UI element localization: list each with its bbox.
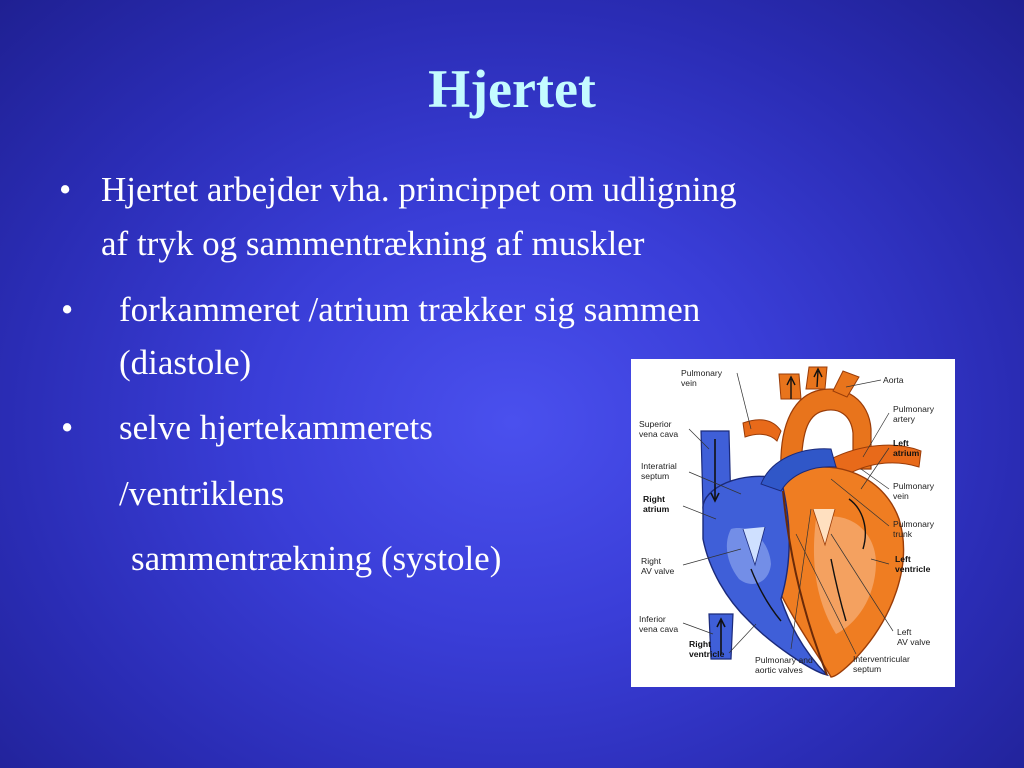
label-right-av-valve: Right: [641, 556, 662, 566]
label-pulmonary-artery-2: artery: [893, 414, 915, 424]
bullet-2-line-1: forkammeret /atrium trækker sig sammen: [119, 290, 701, 329]
label-pulmonary-vein-top-2: vein: [681, 378, 697, 388]
bullet-3-line-2: /ventriklens: [119, 474, 285, 513]
label-superior-vena-cava-2: vena cava: [639, 429, 679, 439]
label-left-atrium-2: atrium: [893, 448, 920, 458]
label-pulmonary-aortic-valves-2: aortic valves: [755, 665, 803, 675]
label-right-av-valve-2: AV valve: [641, 566, 675, 576]
bullet-2-line-2: (diastole): [119, 343, 252, 382]
heart-illustration: [631, 359, 955, 687]
bullet-1-line-2: af tryk og sammentrækning af muskler: [101, 224, 645, 263]
label-pulmonary-artery: Pulmonary: [893, 404, 935, 414]
label-pulmonary-trunk: Pulmonary: [893, 519, 935, 529]
label-pulmonary-vein-right-2: vein: [893, 491, 909, 501]
label-interatrial-septum: Interatrial: [641, 461, 677, 471]
bullet-1-line-1: Hjertet arbejder vha. princippet om udligning: [101, 170, 737, 209]
label-pulmonary-vein-right: Pulmonary: [893, 481, 935, 491]
slide-title: Hjertet: [428, 59, 596, 119]
label-right-ventricle: Right: [689, 639, 711, 649]
label-pulmonary-aortic-valves: Pulmonary and: [755, 655, 813, 665]
label-inferior-vena-cava: Inferior: [639, 614, 666, 624]
label-superior-vena-cava: Superior: [639, 419, 672, 429]
bullet-marker: •: [61, 408, 74, 447]
label-aorta: Aorta: [883, 375, 904, 385]
bullet-3-line-3: sammentrækning (systole): [131, 539, 502, 578]
label-right-atrium: Right: [643, 494, 665, 504]
bullet-3-line-1: selve hjertekammerets: [119, 408, 433, 447]
label-left-ventricle-2: ventricle: [895, 564, 931, 574]
heart-diagram: [631, 359, 955, 687]
bullet-marker: •: [59, 170, 72, 209]
label-interatrial-septum-2: septum: [641, 471, 670, 481]
label-interventricular-septum: Interventricular: [853, 654, 910, 664]
label-left-av-valve: Left: [897, 627, 912, 637]
label-left-av-valve-2: AV valve: [897, 637, 931, 647]
label-left-atrium: Left: [893, 438, 909, 448]
bullet-marker: •: [61, 290, 74, 329]
label-pulmonary-trunk-2: trunk: [893, 529, 913, 539]
label-interventricular-septum-2: septum: [853, 664, 882, 674]
label-left-ventricle: Left: [895, 554, 911, 564]
label-right-atrium-2: atrium: [643, 504, 670, 514]
label-right-ventricle-2: ventricle: [689, 649, 725, 659]
label-inferior-vena-cava-2: vena cava: [639, 624, 679, 634]
label-pulmonary-vein-top: Pulmonary: [681, 368, 723, 378]
